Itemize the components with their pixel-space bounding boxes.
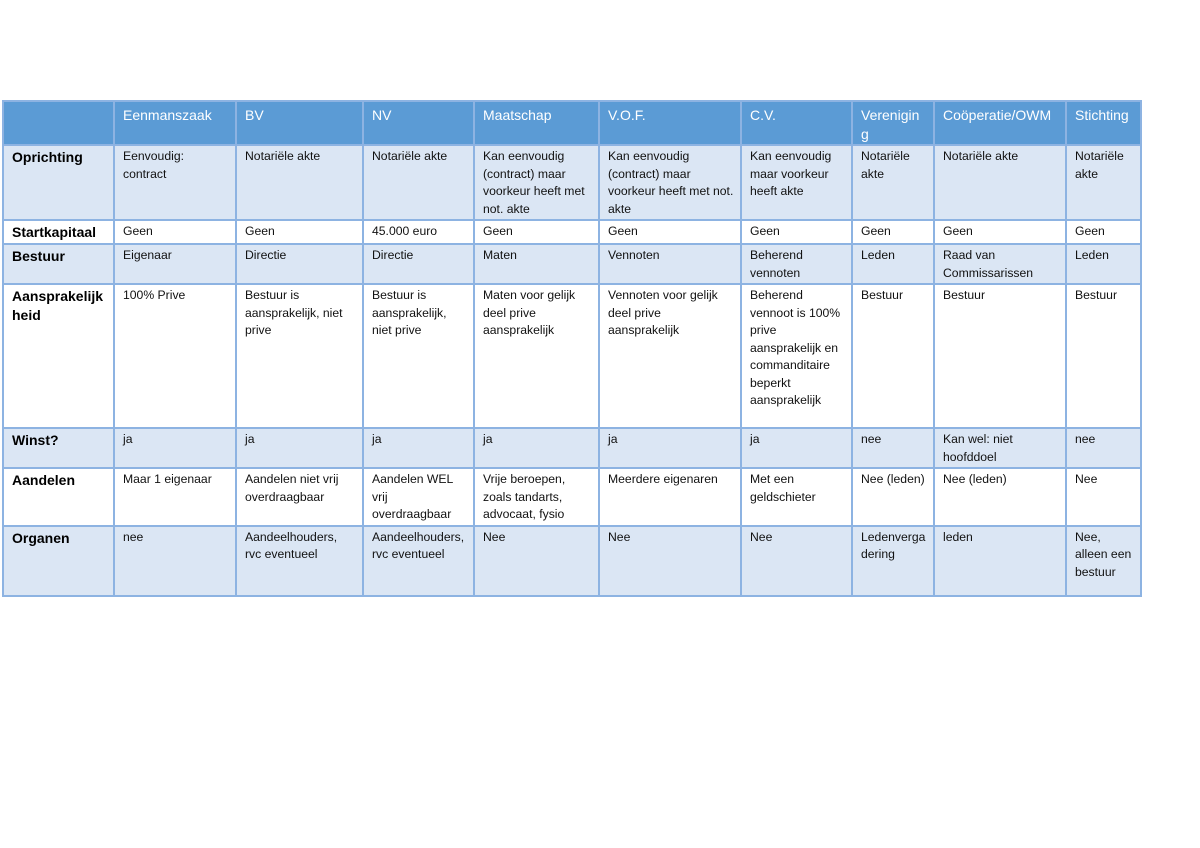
row-label: Oprichting — [3, 145, 114, 220]
table-cell: Notariële akte — [1066, 145, 1141, 220]
table-cell: ja — [236, 428, 363, 468]
table-cell: Nee — [1066, 468, 1141, 526]
table-cell: Leden — [852, 244, 934, 284]
table-row-startkapitaal — [3, 220, 1141, 244]
table-cell: Notariële akte — [852, 145, 934, 220]
table-cell: Aandelen niet vrij overdraagbaar — [236, 468, 363, 526]
table-cell: Geen — [236, 220, 363, 244]
table-cell: ja — [599, 428, 741, 468]
table-cell: Met een geldschieter — [741, 468, 852, 526]
table-row-oprichting — [3, 145, 1141, 220]
header-vereniging: Vereniging — [852, 101, 934, 145]
table-cell: Aandeelhouders, rvc eventueel — [363, 526, 474, 596]
table-cell: Bestuur is aansprakelijk, niet prive — [236, 284, 363, 428]
table-cell: ja — [114, 428, 236, 468]
table-row-aansprakelijkheid — [3, 284, 1141, 428]
table-cell: Eenvoudig: contract — [114, 145, 236, 220]
table-cell: Kan eenvoudig (contract) maar voorkeur heeft met not. akte — [474, 145, 599, 220]
table-cell: Kan eenvoudig (contract) maar voorkeur heeft met not. akte — [599, 145, 741, 220]
table-cell: Meerdere eigenaren — [599, 468, 741, 526]
table-cell: Geen — [114, 220, 236, 244]
header-cv: C.V. — [741, 101, 852, 145]
table-cell: Notariële akte — [236, 145, 363, 220]
header-eenmanszaak: Eenmanszaak — [114, 101, 236, 145]
header-cooperatie: Coöperatie/OWM — [934, 101, 1066, 145]
table-cell: 100% Prive — [114, 284, 236, 428]
table-cell: Beherend vennoten — [741, 244, 852, 284]
table-row-winst — [3, 428, 1141, 468]
table-cell: Beherend vennoot is 100% prive aansprakelijk en commanditaire beperkt aansprakelijk — [741, 284, 852, 428]
table-cell: Nee, alleen een bestuur — [1066, 526, 1141, 596]
table-cell: Directie — [236, 244, 363, 284]
table-cell: nee — [114, 526, 236, 596]
table-row-aandelen — [3, 468, 1141, 526]
header-row — [3, 101, 1141, 145]
table-cell: Bestuur is aansprakelijk, niet prive — [363, 284, 474, 428]
row-label: Aansprakelijkheid — [3, 284, 114, 428]
table-cell: Maten — [474, 244, 599, 284]
table-cell: Geen — [599, 220, 741, 244]
table-cell: Nee — [474, 526, 599, 596]
header-nv: NV — [363, 101, 474, 145]
table-cell: Leden — [1066, 244, 1141, 284]
table-cell: Geen — [741, 220, 852, 244]
row-label: Startkapitaal — [3, 220, 114, 244]
table-cell: ja — [363, 428, 474, 468]
table-cell: Bestuur — [934, 284, 1066, 428]
header-maatschap: Maatschap — [474, 101, 599, 145]
table-cell: Vrije beroepen, zoals tandarts, advocaat, fysio — [474, 468, 599, 526]
table-cell: Nee — [741, 526, 852, 596]
table-cell: Bestuur — [852, 284, 934, 428]
row-label: Bestuur — [3, 244, 114, 284]
table-cell: Notariële akte — [934, 145, 1066, 220]
table-cell: Kan wel: niet hoofddoel — [934, 428, 1066, 468]
table-cell: Notariële akte — [363, 145, 474, 220]
table-cell: Raad van Commissarissen — [934, 244, 1066, 284]
table-cell: Nee — [599, 526, 741, 596]
table-cell: Directie — [363, 244, 474, 284]
table-cell: Aandelen WEL vrij overdraagbaar — [363, 468, 474, 526]
table-cell: Vennoten voor gelijk deel prive aansprakelijk — [599, 284, 741, 428]
table-cell: Geen — [852, 220, 934, 244]
table-cell: Nee (leden) — [934, 468, 1066, 526]
header-vof: V.O.F. — [599, 101, 741, 145]
table-cell: Vennoten — [599, 244, 741, 284]
table-cell: Geen — [1066, 220, 1141, 244]
table-cell: Ledenvergadering — [852, 526, 934, 596]
header-stichting: Stichting — [1066, 101, 1141, 145]
table-cell: 45.000 euro — [363, 220, 474, 244]
header-bv: BV — [236, 101, 363, 145]
table-cell: Eigenaar — [114, 244, 236, 284]
header-corner — [3, 101, 114, 145]
table-cell: Kan eenvoudig maar voorkeur heeft akte — [741, 145, 852, 220]
table-cell: nee — [852, 428, 934, 468]
table-cell: ja — [741, 428, 852, 468]
row-label: Aandelen — [3, 468, 114, 526]
table-cell: Geen — [474, 220, 599, 244]
table-cell: Bestuur — [1066, 284, 1141, 428]
table-cell: nee — [1066, 428, 1141, 468]
row-label: Winst? — [3, 428, 114, 468]
table-row-organen — [3, 526, 1141, 596]
table-cell: Aandeelhouders, rvc eventueel — [236, 526, 363, 596]
legal-forms-table — [2, 100, 1142, 597]
table-cell: leden — [934, 526, 1066, 596]
table-cell: Nee (leden) — [852, 468, 934, 526]
table-cell: Maar 1 eigenaar — [114, 468, 236, 526]
row-label: Organen — [3, 526, 114, 596]
table-row-bestuur — [3, 244, 1141, 284]
table-cell: Geen — [934, 220, 1066, 244]
table-cell: ja — [474, 428, 599, 468]
table-cell: Maten voor gelijk deel prive aansprakelijk — [474, 284, 599, 428]
